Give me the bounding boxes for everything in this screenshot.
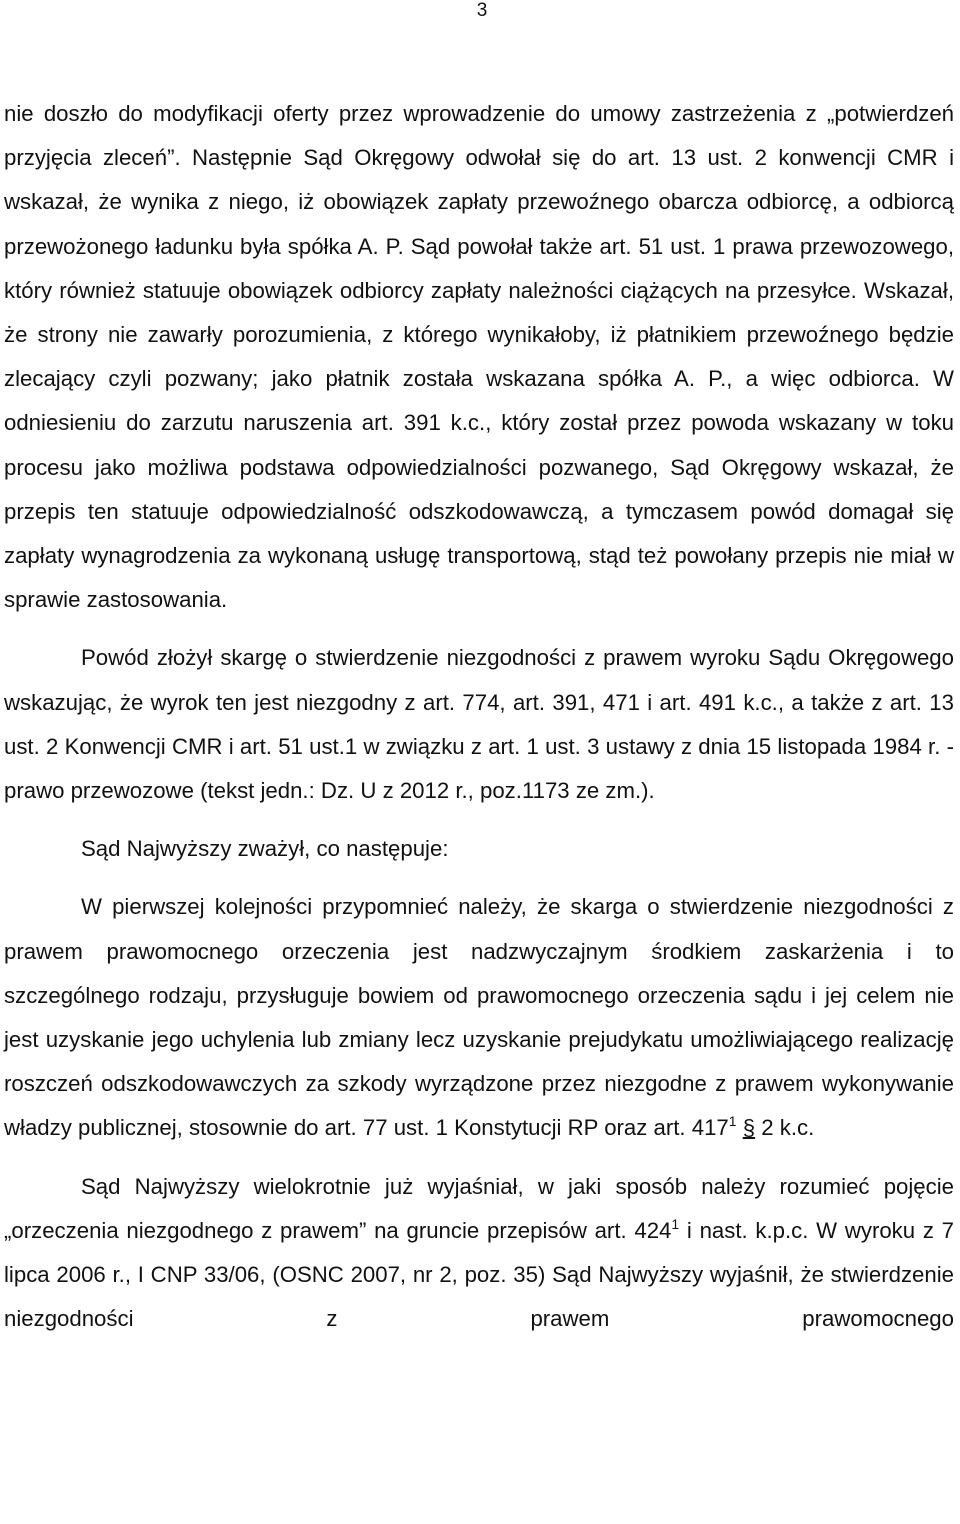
- paragraph-text: i nast. k.p.c. W wyroku z 7 lipca 2006 r., I CNP 33/06, (OSNC 2007, nr 2, poz. 35) Sąd Najwyższy wyjaśnił, że stwierdzenie niezgodności z prawem prawomocnego: [4, 1217, 955, 1332]
- section-sign: §: [742, 1115, 756, 1141]
- superscript-marker: 1: [671, 1215, 680, 1232]
- document-body: [4, 92, 954, 1341]
- page-number: 3: [476, 0, 488, 21]
- paragraph-court-reasoning: nie doszło do modyfikacji oferty przez wprowadzenie do umowy zastrzeżenia z „potwierdzeń przyjęcia zleceń”. Następnie Sąd Okręgowy odwołał się do art. 13 ust. 2 konwencji CMR i wskazał, że wynika z niego, iż obowiązek zapłaty przewoźnego obarcza odbiorcę, a odbiorcą przewożonego ładunku była spółka A. P. Sąd powołał także art. 51 ust. 1 prawa przewozowego, który również statuuje obowiązek odbiorcy zapłaty należności ciążących na przesyłce. Wskazał, że strony nie zawarły porozumienia, z którego wynikałoby, iż płatnikiem przewoźnego będzie zlecający czyli pozwany; jako płatnik została wskazana spółka A. P., a więc odbiorca. W odniesieniu do zarzutu naruszenia art. 391 k.c., który został przez powoda wskazany w toku procesu jako możliwa podstawa odpowiedzialności pozwanego, Sąd Okręgowy wskazał, że przepis ten statuuje odpowiedzialność odszkodowawczą, a tymczasem powód domagał się zapłaty wynagrodzenia za wykonaną usługę transportową, stąd też powołany przepis nie miał w sprawie zastosowania.: [4, 101, 954, 613]
- paragraph-case-law: [4, 1165, 954, 1342]
- paragraph-first-consideration: [4, 885, 954, 1150]
- paragraph-heading-supreme-court: Sąd Najwyższy zważył, co następuje:: [81, 836, 449, 862]
- paragraph-text: W pierwszej kolejności przypomnieć należy, że skarga o stwierdzenie niezgodności z prawem prawomocnego orzeczenia jest nadzwyczajnym środkiem zaskarżenia i to szczególnego rodzaju, przysługuje bowiem od prawomocnego orzeczenia sądu i jej celem nie jest uzyskanie jego uchylenia lub zmiany lecz uzyskanie prejudykatu umożliwiającego realizację roszczeń odszkodowawczych za szkody wyrządzone przez niezgodne z prawem wykonywanie władzy publicznej, stosownie do art. 77 ust. 1 Konstytucji RP oraz art. 417: [4, 894, 954, 1141]
- paragraph-text: 2 k.c.: [755, 1115, 815, 1141]
- superscript-marker: 1: [728, 1113, 737, 1130]
- paragraph-complaint: Powód złożył skargę o stwierdzenie niezgodności z prawem wyroku Sądu Okręgowego wskazując, że wyrok ten jest niezgodny z art. 774, art. 391, 471 i art. 491 k.c., a także z art. 13 ust. 2 Konwencji CMR i art. 51 ust.1 w związku z art. 1 ust. 3 ustawy z dnia 15 listopada 1984 r. - prawo przewozowe (tekst jedn.: Dz. U z 2012 r., poz.1173 ze zm.).: [4, 645, 954, 804]
- paragraph-text: Sąd Najwyższy wielokrotnie już wyjaśniał, w jaki sposób należy rozumieć pojęcie „orzeczenia niezgodnego z prawem” na gruncie przepisów art. 424: [4, 1173, 954, 1243]
